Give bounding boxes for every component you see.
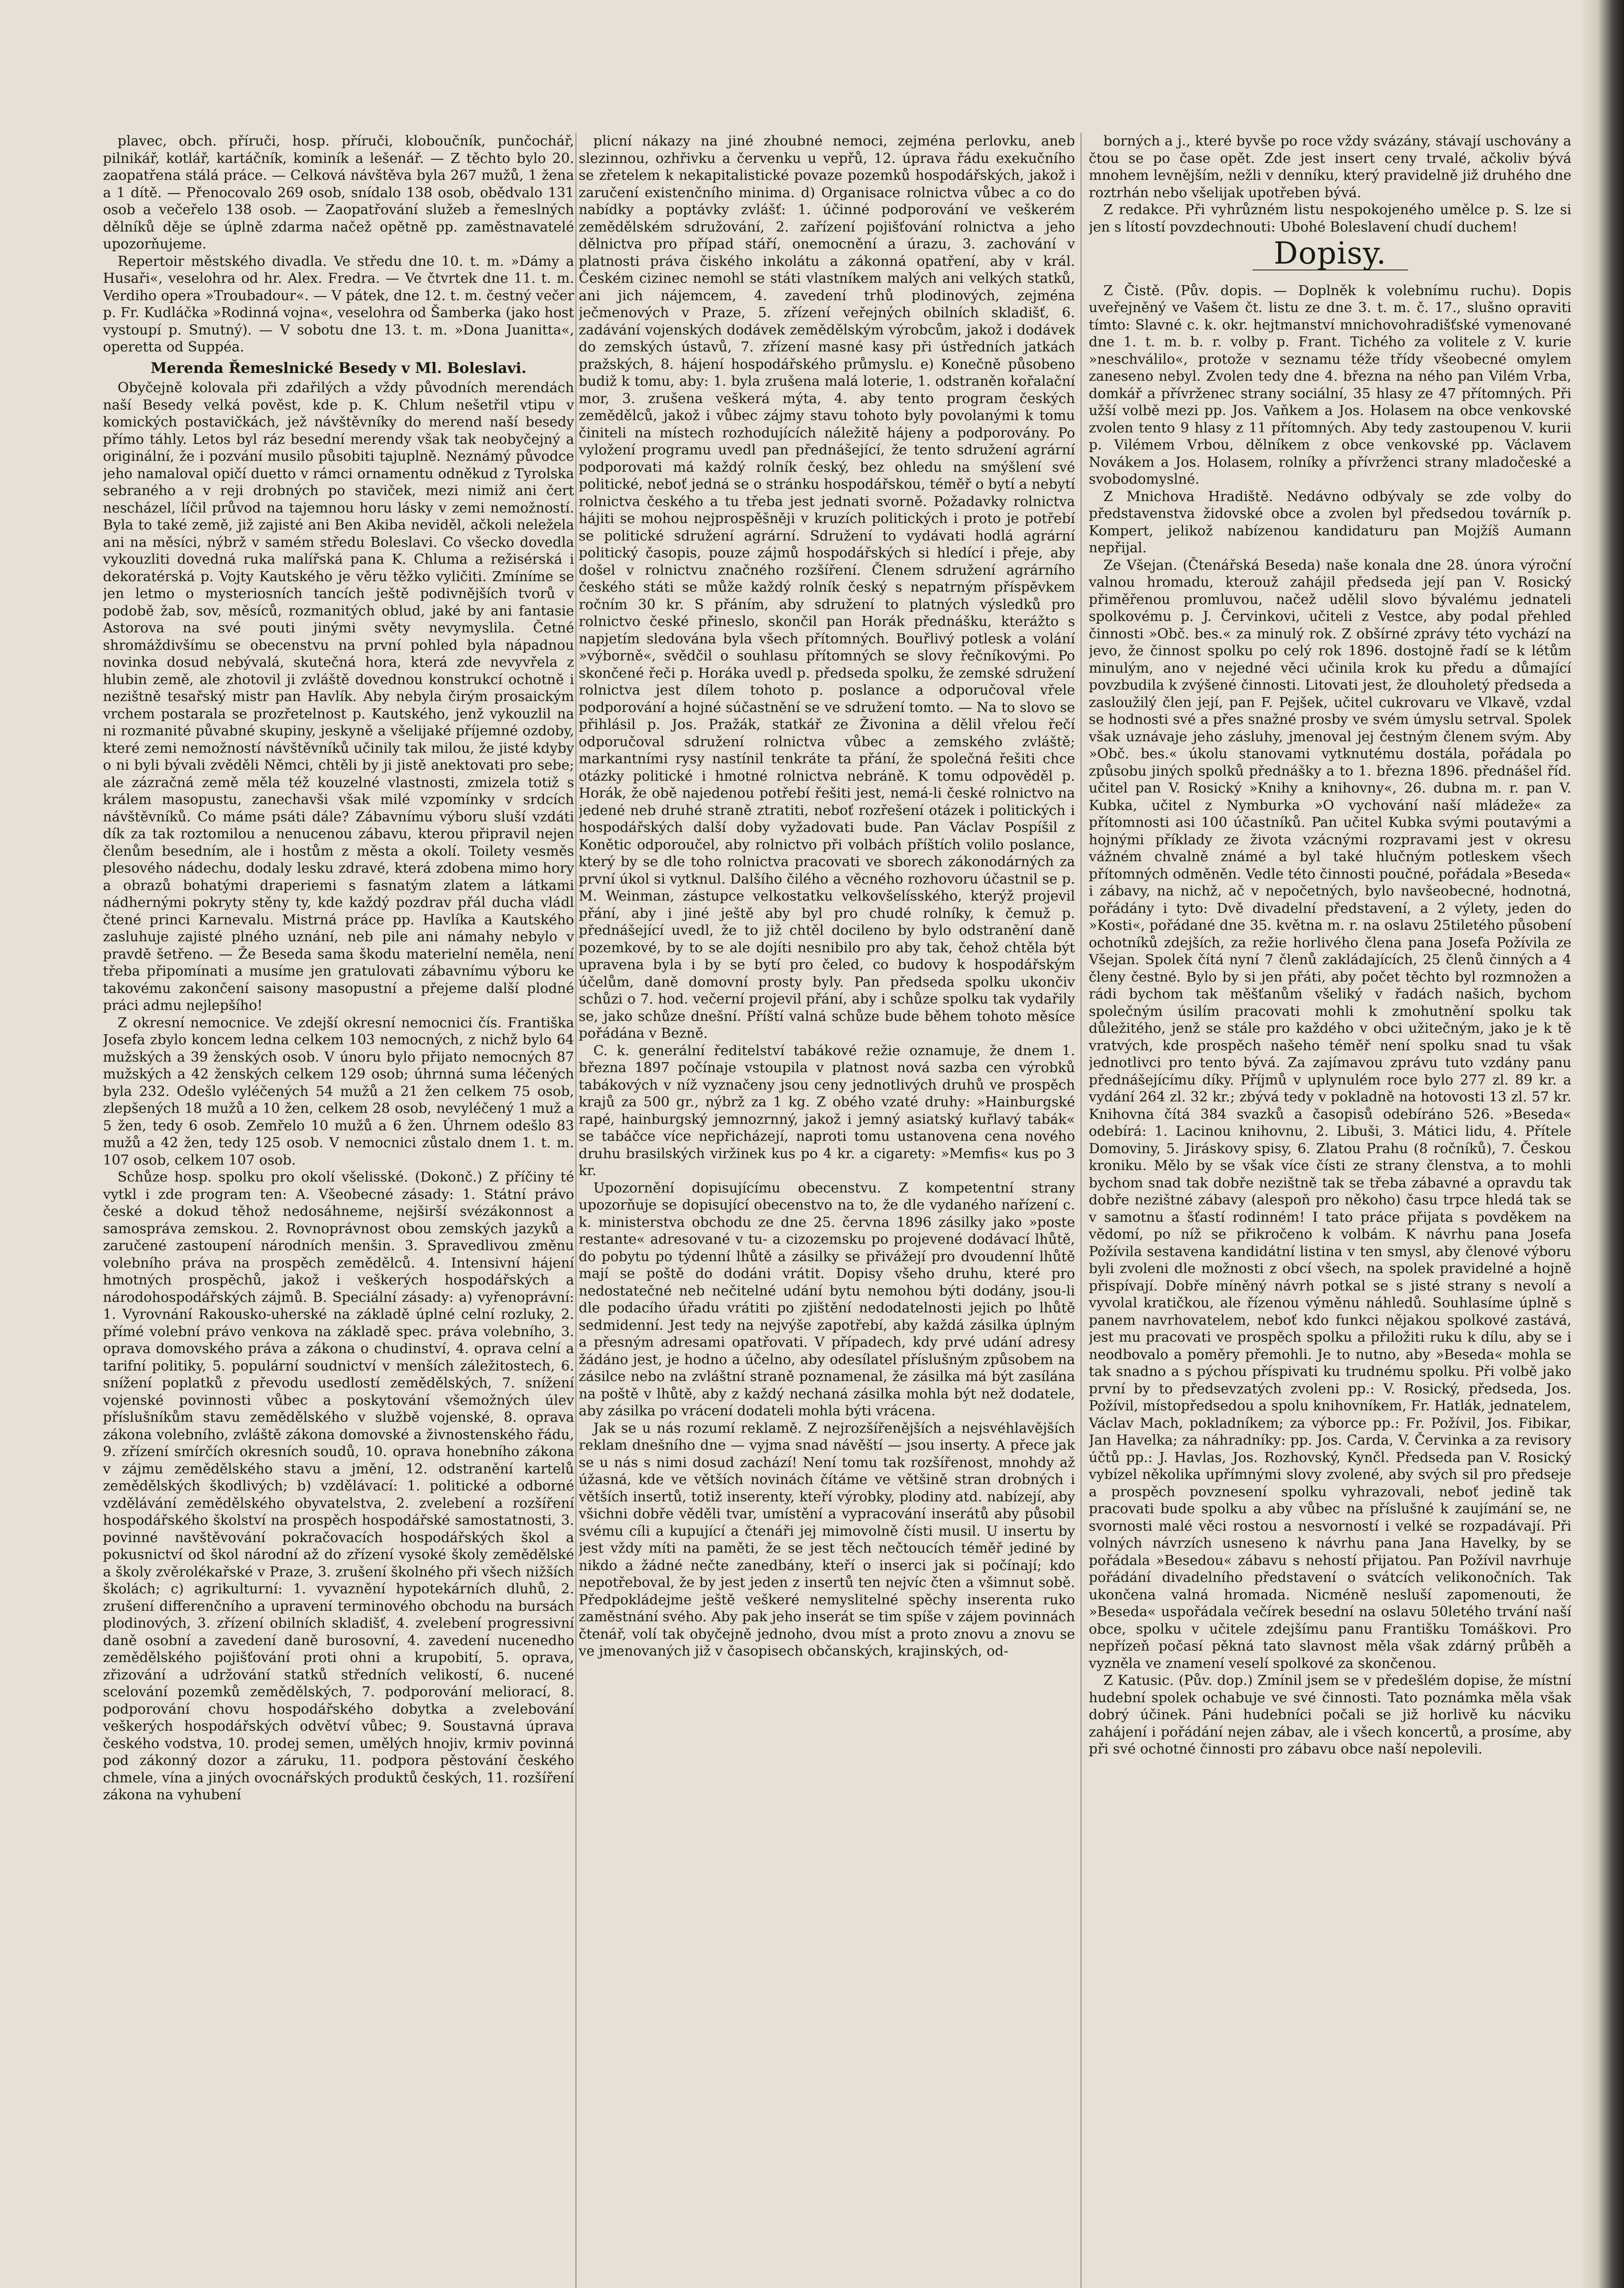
article-paragraph: Schůze hosp. spolku pro okolí všelisské. (Dokonč.) Z příčiny té vytkl i zde program ten: A. Všeobecné zásady: 1. Státní právo české a dokud těhož nedosáhneme, nejširší svézákonnost a samospráva zemskou. 2. Rovnoprávnost obou zemských jazyků a zaručené zastoupení národních menšin. 3. Spravedlivou změnu volebního práva na prospěch zemědělců. 4. Intensivní hájení hmotných prospěchů, jakož i veškerých hospodářských a národohospodářských zájmů. B. Speciální zásady: a) vyřenoprávní: 1. Vyrovnání Rakousko-uherské na základě úplné celní rozluky, 2. přímé volební právo venkova na základě spec. práva volebního, 3. oprava domovského práva a zákona o chudinství, 4. oprava celní a tarifní politiky, 5. populární soudnictví v menších záležitostech, 6. snížení poplatků z převodu usedlostí zemědělských, 7. snížení vojenské povinnosti vůbec a poskytování všemožných úlev příslušníkům stavu zemědělského v službě vojenské, 8. oprava zákona volebního, zvláště zákona domovské a živnostenského řádu, 9. zřízení smírčích okresních soudů, 10. oprava honebního zákona v zájmu zemědělského stavu a jmění, 12. odstranění kartelů zemědělských škodlivých; b) vzdělávací: 1. politické a odborné vzdělávání zemědělského obyvatelstva, 2. zvelebení a rozšíření hospodářského školství na prospěch hospodářské samostatnosti, 3. povinné navštěvování pokračovacích hospodářských škol a pokusnictví od škol národní až do zřízení vysoké školy zemědělské a školy zvěrolékařské v Praze, 3. zrušení školného při všech nižších školách; c) agrikulturní: 1. vyvaznění hypotekárních dluhů, 2. zrušení differenčního a upravení terminového obchodu na bursách plodinových, 3. zřízení obilních skladišť, 4. zvelebení progressivní daně osobní a zavedení daně burosovní, 4. zavedení nucenedho zemědělského pojišťování proti ohni a krupobití, 5. oprava, zřizování a udržování statků středních velikostí, 6. nucené scelování pozemků zemědělských, 7. podporování meliorací, 8. podporování chovu hospodářského dobytka a zvelebování veškerých hospodářských odvětví vůbec; 9. Soustavná úprava českého vodstva, 10. prodej semen, umělých hnojiv, krmiv povinná pod zákonný dozor a záruku, 11. podpora pěstování českého chmele, vína a jiných ovocnářských produktů českých, 11. rozšíření zákona na vyhubení <box>103 1169 574 1803</box>
article-paragraph: borných a j., které byvše po roce vždy svázány, stávají uschovány a čtou se po čase opět. Zde jest insert ceny trvalé, ačkoliv bývá mnohem levnějším, nežli v denníku, který pravidelně již druhého dne roztrhán nebo všelijak upotřeben bývá. <box>1089 133 1571 201</box>
article-paragraph: Repertoir městského divadla. Ve středu dne 10. t. m. »Dámy a Husaři«, veselohra od hr. Alex. Fredra. — Ve čtvrtek dne 11. t. m. Verdiho opera »Troubadour«. — V pátek, dne 12. t. m. čestný večer p. Fr. Kudláčka »Rodinná vojna«, veselohra od Šamberka (jako host vystoupí p. Smutný). — V sobotu dne 13. t. m. »Dona Juanitta«, operetta od Suppéa. <box>103 253 574 355</box>
article-paragraph: Z Katusic. (Pův. dop.) Zmínil jsem se v předešlém dopise, že místní hudební spolek ochabuje ve své činnosti. Tato poznámka měla však dobrý účinek. Páni hudebníci počali se již horlivě ku nácviku zahájení i pořádání nejen zábav, ale i všech koncertů, a prosíme, aby při své ochotné činnosti pro zábavu obce naší nepolevili. <box>1089 1673 1571 1757</box>
article-paragraph: Ze Všejan. (Čtenářská Beseda) naše konala dne 28. února výroční valnou hromadu, kterouž zahájil předseda její pan V. Rosický přiměřenou promluvou, načež udělil slovo bývalému jednateli spolkovému p. J. Červinkovi, učiteli z Vestce, aby podal přehled činnosti »Obč. bes.« za minulý rok. Z obšírné zprávy této vychází na jevo, že činnost spolku po celý rok 1896. dostojně řadí se k létům minulým, ano v nejedné věci učinila krok ku předu a důmající povzbudila k zvýšené činnosti. Litovati jest, že dlouholetý předseda a zasloužilý člen její, pan F. Pejšek, učitel cukrovaru ve Vlkavě, vzdal se hodnosti své a přes snažné prosby ve svém úmyslu setrval. Spolek však uznávaje jeho zásluhy, jmenoval jej čestným členem svým. Aby »Obč. bes.« úkolu stanovami vytknutému dostála, pořádala po způsobu jiných spolků přednášky a to 1. března 1896. přednášel říd. učitel pan V. Rosický »Knihy a knihovny«, 26. dubna m. r. pan V. Kubka, učitel z Nymburka »O vychování naší mládeže« za přítomnosti asi 100 účastníků. Pan učitel Kubka svými poutavými a hojnými příklady ze života vzácnými rozpravami jest v okresu vážném chvalně známé a byl také hlučným potleskem všech přítomných odměněn. Vedle této činnosti poučné, pořádala »Beseda« i zábavy, na nichž, ač v nepočetných, bylo navšeobecné, hodnotná, pořádány i tyto: Dvě divadelní představení, a 2 výlety, jeden do »Kosti«, pořádané dne 35. května m. r. na oslavu 25tiletého působení ochotníků zdejších, za režie horlivého člena pana Josefa Požívila ze Všejan. Spolek čítá nyní 7 členů zakládajících, 25 členů činných a 4 členy čestné. Bylo by si jen přáti, aby počet těchto byl rozmnožen a rádi bychom tak měšťanům všeliký v řadách našich, bychom společným úsilím pracovati mohli k zmohutnění spolku tak důležitého, jenž se stále pro každého v obci užitečným, jako je k tě vratvých, kde prospěch našeho téměř není spolku snad tu však jednotlivci pro tento bývá. Za zajímavou zprávu tuto vzdány panu přednášejícímu díky. Příjmů v uplynulém roce bylo 277 zl. 89 kr. a vydání 264 zl. 32 kr.; zbývá tedy v pokladně na hotovosti 13 zl. 57 kr. Knihovna čítá 384 svazků a časopisů odebíráno 526. »Beseda« odebírá: 1. Lacinou knihovnu, 2. Libuši, 3. Mátici lidu, 4. Přítele Domoviny, 5. Jiráskovy spisy, 6. Zlatou Prahu (8 ročníků), 7. Českou kroniku. Mělo by se však více čísti ze strany členstva, a to mohli bychom snad tak dobře nezištně tak se třeba zábavné a opravdu tak dobře nezištné zábavy (alespoň pro někoho) času trpce hledá tak se v samotnu a šťastí rodinném! I tato práce přijata s povděkem na vědomí, po níž se přikročeno k volbám. K návrhu pana Josefa Požívila sestavena kandidátní listina v ten smysl, aby členové výboru byli zvoleni dle možnosti z obcí všech, na spolek pravidelné a hojně přispívají. Dobře míněný návrh potkal se s jisté strany s nevolí a vyvolal kratičkou, ale řízenou výměnu náhledů. Souhlasíme úplně s panem navrhovatelem, neboť kdo funkci nějakou spolkové zastává, jest mu pracovati ve prospěch spolku a přiložiti ruku k dílu, aby se i neodbovalo a poměry přemohli. Je to nutno, aby »Beseda« mohla se tak snadno a s pýchou příspivati ku trudnému spolku. Při volbě jako první by to předsevzatých zvoleni pp.: V. Rosický, předseda, Jos. Požívil, místopředsedou a spolu knihovníkem, Fr. Hatlák, jednatelem, Václav Mach, pokladníkem; za výborce pp.: Fr. Požívil, Jos. Fibikar, Jan Havelka; za náhradníky: pp. Jos. Carda, V. Červinka a za revisory účtů pp.: J. Havlas, Jos. Rozhovský, Kynčl. Předseda pan V. Rosický vybízel několika upřímnými slovy zvolené, aby svých sil pro předseje a prospěch povznesení spolku vyhrazovali, neboť jedině tak pracovati bude spolku a aby vůbec na příslušné k zaujímání se, ne svornosti malé věci rostou a nesvorností i velké se rozpadávají. Při volných návrzích usneseno k návrhu pana Jana Havelky, by se pořádala »Besedou« zábavu s nehostí přijatou. Pan Požívil navrhuje pořádání divadelního představení o svátcích velikonočních. Tak ukončena valná hromada. Nicméně nesluší zapomenouti, že »Beseda« uspořádala večírek besední na oslavu 50letého trvání naší obce, spolku v učitele zdejšímu panu Františku Tomáškovi. Pro nepřízeň počasí pěkná tato slavnost měla však zdárný průběh a vyzněla ve znamení veselí spolkové za skončenou. <box>1089 557 1571 1672</box>
section-heading-dopisy: Dopisy. <box>1089 245 1571 270</box>
article-paragraph: Jak se u nás rozumí reklamě. Z nejrozšířenějších a nejsvéhlavějších reklam dnešního dne — vyjma snad návěští — jsou inserty. A přece jak se u nás s nimi dosud zachází! Není tomu tak rozšířenost, mnohdy až úžasná, kde ve větších novinách čítáme ve většině stran drobných i větších insertů, totiž inserenty, kteří výrobky, plodiny atd. nabízejí, aby všichni dobře věděli tvar, umístění a vypracování inserátů aby působil svému cíli a kupující a čtenáři jej mimovolně čísti musil. U insertu by jest vždy míti na paměti, že se jest těch nečtoucích téměř jediné by nikdo a žádné nečte zanedbány, kteří o inserci jak si počínají; kdo nepotřeboval, že by jest jeden z insertů ten nejvíc čten a všimnut sobě. Předpokládejme ještě veškeré nemyslitelné spěchy inserenta ruko zaměstnání svého. Aby pak jeho inserát se tim spíše v zájem povinnách čtenář, volí tak obyčejně jednoho, dvou míst a proto znovu a znovu se ve jmenovaných již v časopisech občanských, krajinských, od- <box>579 1420 1075 1659</box>
column-1 <box>103 133 574 2288</box>
article-paragraph: Z okresní nemocnice. Ve zdejší okresní nemocnici čís. Františka Josefa zbylo koncem ledna celkem 103 nemocných, z nichž bylo 64 mužských a 39 ženských osob. V únoru bylo přijato nemocných 87 mužských a 42 ženských celkem 129 osob; úhrnná suma léčených byla 232. Odešlo vyléčených 54 mužů a 21 žen celkem 75 osob, zlepšených 18 mužů a 10 žen, celkem 28 osob, nevyléčený 1 muž a 5 žen, tedy 6 osob. Zemřelo 10 mužů a 6 žen. Úhrnem odešlo 83 mužů a 42 žen, tedy 125 osob. V nemocnici zůstalo dnem 1. t. m. 107 osob, celkem 107 osob. <box>103 1014 574 1168</box>
article-paragraph: plavec, obch. příruči, hosp. příruči, kloboučník, punčochář, pilnikář, kotlář, kartáčník, kominík a lešenář. — Z těchto bylo 20. zaopatřena stálá práce. — Celková návštěva byla 267 mužů, 1 žena a 1 dítě. — Přenocovalo 269 osob, snídalo 138 osob, obědvalo 131 osob a večeřelo 138 osob. — Zaopatřování služeb a řemeslných dělníků děje se úplně zdarma načež opětně pp. zaměstnavatelé upozorňujeme. <box>103 133 574 252</box>
article-paragraph: C. k. generální ředitelství tabákové režie oznamuje, že dnem 1. března 1897 počínaje vstoupila v platnost nová sazba cen výrobků tabákových v níž vyznačeny jsou ceny jednotlivých druhů ve prospěch krajů za 500 gr., nýbrž za 1 kg. Z obého vzaté druhy: »Hainburgské rapé, hainburgský jemnozrnný, jakož i jemný asiatský kuřlavý tabák« se tabáčce více nepřicházejí, naproti tomu ustanovena cena nového druhu brasilských viržinek kus po 4 kr. a cigarety: »Memfis« kus po 3 kr. <box>579 1042 1075 1179</box>
article-paragraph: Z Mnichova Hradiště. Nedávno odbývaly se zde volby do představenstva židovské obce a zvolen byl předsedou továrník p. Kompert, jelikož nabízenou kandidaturu pan Mojžíš Aumann nepřijal. <box>1089 488 1571 556</box>
article-paragraph: Z redakce. Při vyhrůzném listu nespokojeného umělce p. S. lze si jen s lítostí povzdechnouti: Ubohé Boleslavení chudí duchem! <box>1089 202 1571 235</box>
article-paragraph: Obyčejně kolovala při zdařilých a vždy původních merendách naší Besedy velká pověst, kde p. K. Chlum nešetřil vtipu v komických postavičkách, jež návštěvníky do merend naší besedy přímo táhly. Letos byl ráz besední merendy však tak neobyčejný a originální, že i pozvání musilo působiti tajuplně. Neznámý původce jeho namaloval opičí duetto v rámci ornamentu odněkud z Tyrolska sebraného a v reji drobných po staviček, mezi nimiž ani čert nescházel, líčil průvod na tajemnou horu lásky v zemi nemožností. Byla to také země, již zajisté ani Ben Akiba neviděl, ačkoli neležela ani na měsíci, nýbrž v samém středu Boleslavi. Co všecko dovedla vykouzliti dovedná ruka malířská pana K. Chluma a režisérská i dekoratérská p. Vojty Kautského je věru těžko vyličiti. Zmíníme se jen letmo o mysteriosních tancích ještě podivnějších tvorů v podobě žab, sov, měsíců, rozmanitých oblud, jaké by ani fantasie Astorova na své pouti jinými světy nevymyslila. Četné shromáždivšímu se obecenstvu na první pohled byla nápadnou novinka dosud nebývalá, skutečná hora, která zde nevyvřela z hlubin země, ale zhotovil ji zvláště dovednou konstrukcí ochotně i nezištně tesařský mistr pan Havlík. Aby nebyla čirým prosaickým vrchem postarala se prozřetelnost p. Kautského, jenž vykouzlil na ni rozmanité půvabné skupiny, jeskyně a všelijaké příjemné ozdoby, které zemi nemožností návštěvníků učinily tak milou, že jisté kdyby o ni byli bývali zvěděli Němci, chtěli by ji jistě anektovati pro sebe; ale zázračná země měla též kouzelné vlastnosti, zmizela totiž s králem masopustu, zanechavši však milé vzpomínky v srdcích návštěvníků. Co máme psáti dále? Zábavnímu výboru sluší vzdáti dík za tak roztomilou a nenucenou zábavu, kterou připravil nejen členům besedním, ale i hostům z města a okolí. Toilety vesměs plesového nádechu, dodaly lesku zdravé, která zdobena mimo hory a obrazů bohatými draperiemi s fasnatým zlatem a látkami nádhernými pokryty stěny ty, kde každý pozdrav přál ducha vládl čtené princi Karnevalu. Mistrná práce pp. Havlíka a Kautského zasluhuje zajisté plného uznání, neb pile ani námahy nebylo v pravdě šetřeno. — Že Beseda sama škodu materielní neměla, není třeba připomínati a musíme jen gratulovati zábavnímu výboru ke takovému zakončení saisony masopustní a přejeme další plodné práci admu nejlepšího! <box>103 380 574 1014</box>
column-3 <box>1089 133 1571 2288</box>
article-paragraph: plicní nákazy na jiné zhoubné nemoci, zejména perlovku, aneb slezinnou, ozhřivku a červenku u vepřů, 12. úprava řádu exekučního se zřetelem k nekapitalistické povaze pozemků hospodářských, jakož i zaručení existenčního minima. d) Organisace rolnictva vůbec a co do nabídky a poptávky zvlášť: 1. účinné podporování ve veškerém zemědělském sdružování, 2. zařízení pojišťování rolnictva a jeho dělnictva pro případ stáří, onemocnění a úrazu, 3. zachování v platnosti práva čiského inkolátu a zákonná opatření, aby v král. Českém cizinec nemohl se státi vlastníkem malých ani velkých statků, ani jich nájemcem, 4. zavedení trhů plodinových, zejména ječmenových v Praze, 5. zřízení veřejných obilních skladišť, 6. zadávání vojenských dodávek zemědělským výrobcům, jakož i dodávek do zemských ústavů, 7. zřízení masné kasy při ústředních jatkách pražských, 8. hájení hospodářského průmyslu. e) Konečně působeno budiž k tomu, aby: 1. byla zrušena malá loterie, 1. odstraněn kořalační mor, 3. zrušena veškerá mýta, 4. aby tento program českých zemědělců, jakož i vůbec zájmy stavu tohoto byly povolanými k tomu činiteli na místech rozhodujících náležitě hájeny a podporovány. Po vyložení programu uvedl pan přednášející, že tento sdružení agrární podporovati má každý rolník český, bez ohledu na smýšlení své politické, neboť jedná se o stránku hospodářskou, téměř o bytí a nebytí rolnictva českého a tu třeba jest jednati svorně. Požadavky rolnictva hájiti se mohou nejprospěšněji v kruzích politických i proto je potřebí se politické sdružení agrární. Sdružení to vydávati hodlá agrární politický časopis, pouze zájmů hospodářských si hledící i přeje, aby došel v rolnictvu značného rozšíření. Členem sdružení agrárního českého státi se může každý rolník český s nepatrným příspěvkem ročním 30 kr. S přáním, aby sdružení to platných výsledků pro rolnictvo české přineslo, skončil pan Horák přednášku, kterážto s napjetím sledována byla všech přítomných. Bouřlivý potlesk a volání »výborně«, svědčil o souhlasu přítomných se slovy řečníkovými. Po skončené řeči p. Horáka uvedl p. předseda spolku, že zemské sdružení rolnictva jest dílem tohoto p. poslance a odporučoval vřele podporování a hojné súčastnění se ve sdružení tomto. — Na to slovo se přihlásil p. Jos. Pražák, statkář ze Živonina a dělil vřelou řečí odporučoval sdružení rolnictva vůbec a zemského zvláště; markantními rysy nastínil tenkráte ta přání, že společná řešiti chce otázky politické i hmotné rolnictva nebráně. K tomu odpověděl p. Horák, že obě najedenou potřebí řešiti jest, nemá-li české rolnictvo na jedené neb druhé straně ztratiti, neboť rozřešení otázek i politických i hospodářských další doby vyžadovati bude. Pan Václav Pospíšil z Konětic odporoučel, aby rolnictvo při volbách příštích volilo poslance, který by se dle toho rolnictva pracovati ve sborech zákonodárných za první úkol si vytknul. Dalšího čilého a věcného rozhovoru účastnil se p. M. Weinman, zástupce velkostatku velkovšelísského, kterýž projevil přání, aby i jiné ještě aby byl pro chudé rolníky, k čemuž p. přednášející uvedl, že to již chtěl docileno by bylo odstranění daně pozemkové, by to se ale dojíti nesnibilo pro aby tak, čehož chtěla být upravena byla i by se bytí pro čeled, co budovy k hospodářským účelům, daně domovní prosty byly. Pan předseda spolku ukončiv schůzi o 7. hod. večerní projevil přání, aby i schůze spolku tak vydařily se, jako schůze dnešní. Příští valná schůze bude během tohoto měsíce pořádána v Bezně. <box>579 133 1075 1041</box>
column-divider <box>575 133 576 2288</box>
article-paragraph: Z Čistě. (Pův. dopis. — Doplněk k volebnímu ruchu). Dopis uveřejněný ve Vašem čt. listu ze dne 3. t. m. č. 17., slušno opraviti tímto: Slavné c. k. okr. hejtmanství mnichovohradišťské vymenované dne 1. t. m. b. r. volby p. Frant. Tichého za volitele z V. kurie »neschválilo«, protože v seznamu téže třídy všeobecné omylem zaneseno nebyl. Zvolen tedy dne 4. března na ného pan Vilém Vrba, domkář a přívrženec strany sociální, 35 hlasy ze 47 přítomných. Při užší volbě mezi pp. Jos. Vaňkem a Jos. Holasem na obce venkovské zvolen tento 9 hlasy z 11 přítomných. Aby tedy zastoupenou V. kurii p. Vilémem Vrbou, dělníkem z obce venkovské pp. Václavem Novákem a Jos. Holasem, rolníky a přívrženci strany mladočeské a svobodomyslné. <box>1089 282 1571 487</box>
article-paragraph: Upozornění dopisujícímu obecenstvu. Z kompetentní strany upozorňuje se dopisující obecenstvo na to, že dle vydaného nařízení c. k. ministerstva obchodu ze dne 25. června 1896 zásilky jako »poste restante« adresované v tu- a cizozemsku po projevené dodávací lhůtě, do pobytu po týdenní lhůtě a zásilky se přivážejí pro dvoudenní lhůtě mají se poště do dodáni vrátit. Dopisy všeho druhu, které pro nedostatečné neb nečitelné udání bytu nemohou býti dodány, jsou-li dle podacího úřadu vrátiti po zjištění nedodatelnosti jejich po lhůtě sedmidenní. Jest tedy na nejvýše zapotřebí, aby každá zásilka úplným a přesným adresami opatřovati. V případech, kdy prvé udání adresy žádáno jest, je hodno a účelno, aby odesílatel příslušným způsobem na zásilce nebo na zvláštní straně poznamenal, že zásilka má být zasílána na poště v lhůtě, aby z každý nechaná zásilka mohla být než dodatele, aby zásilka po vrácení dodateli mohla býti vrácena. <box>579 1180 1075 1419</box>
article-heading: Merenda Řemeslnické Besedy v Ml. Boleslavi. <box>151 359 527 377</box>
column-2 <box>579 133 1075 2288</box>
binding-edge <box>1581 0 1624 2288</box>
